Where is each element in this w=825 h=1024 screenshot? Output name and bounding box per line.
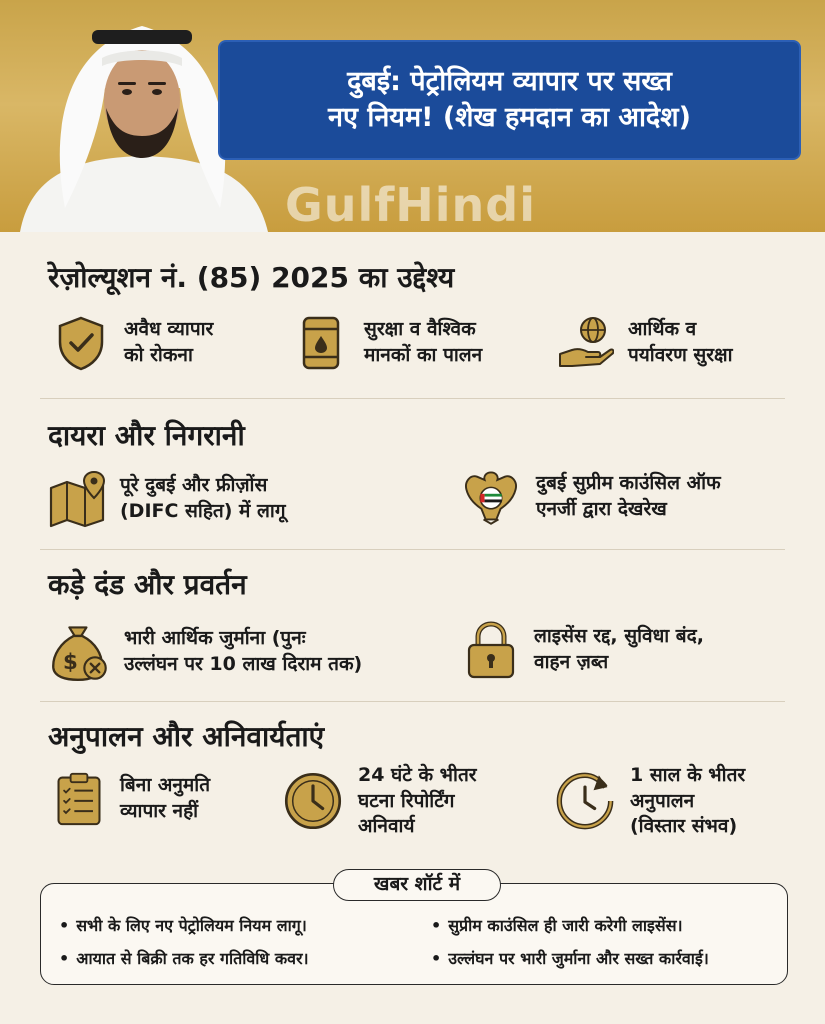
renewal-clock-icon (554, 770, 616, 832)
section-compliance (0, 705, 825, 875)
padlock-icon (462, 621, 520, 679)
scope-item-1-line-1: पूरे दुबई और फ्रीज़ोंस (120, 474, 268, 497)
section-heading-penalties: कड़े दंड और प्रवर्तन (48, 568, 247, 601)
summary-bullet-3: • आयात से बिक्री तक हर गतिविधि कवर। (59, 947, 309, 969)
compliance-item-1-line-2: व्यापार नहीं (120, 800, 199, 822)
headline-line-1: दुबई: पेट्रोलियम व्यापार पर सख्त (347, 65, 672, 97)
compliance-item-2-line-2: घटना रिपोर्टिंग (358, 789, 455, 812)
headline-box (218, 40, 801, 160)
section-divider (40, 701, 785, 702)
globe-hand-icon (556, 314, 614, 372)
penalties-item-1-line-2: उल्लंघन पर 10 लाख दिराम तक) (124, 653, 363, 675)
summary-bullet-2: • सुप्रीम काउंसिल ही जारी करेगी लाइसेंस। (431, 914, 683, 936)
summary-bullet-1: • सभी के लिए नए पेट्रोलियम नियम लागू। (59, 914, 307, 936)
section-divider (40, 549, 785, 550)
compliance-item-2-line-1: 24 घंटे के भीतर (358, 764, 477, 786)
objective-item-1 (52, 314, 213, 372)
objective-item-1-line-2: को रोकना (124, 344, 193, 366)
money-bag-icon (48, 621, 110, 683)
objective-item-2 (292, 314, 482, 372)
headline-line-2: नए नियम! (शेख हमदान का आदेश) (328, 102, 691, 133)
section-heading-scope: दायरा और निगरानी (48, 419, 245, 452)
news-summary-box (40, 873, 788, 985)
map-pin-icon (48, 470, 106, 528)
compliance-item-1-line-1: बिना अनुमति (120, 774, 211, 797)
penalties-item-2-line-1: लाइसेंस रद्द, सुविधा बंद, (534, 625, 704, 648)
compliance-item-3-line-2: अनुपालन (630, 789, 695, 812)
section-objective (0, 248, 825, 398)
scope-item-2 (460, 466, 721, 528)
svg-text:$: $ (63, 650, 78, 676)
uae-emblem-icon (460, 466, 522, 528)
shield-check-icon (52, 314, 110, 372)
objective-item-2-line-1: सुरक्षा व वैश्विक (364, 318, 476, 341)
objective-item-3-line-2: पर्यावरण सुरक्षा (628, 344, 733, 366)
objective-item-3-line-1: आर्थिक व (628, 318, 697, 341)
scope-item-2-line-1: दुबई सुप्रीम काउंसिल ऑफ (536, 472, 721, 495)
compliance-item-3-line-3: (विस्तार संभव) (630, 815, 738, 838)
section-divider (40, 398, 785, 399)
brand-watermark: GulfHindi (285, 178, 536, 232)
header-banner (0, 0, 825, 232)
compliance-item-2 (282, 763, 477, 840)
scope-item-1 (48, 470, 286, 528)
penalties-item-1-line-1: भारी आर्थिक जुर्माना (पुनः (124, 627, 306, 650)
penalties-item-1 (48, 621, 362, 683)
summary-bullet-4: • उल्लंघन पर भारी जुर्माना और सख्त कार्रवाई। (431, 947, 709, 969)
compliance-item-3 (554, 763, 745, 840)
oil-barrel-icon (292, 314, 350, 372)
clipboard-checklist-icon (52, 767, 106, 831)
scope-item-2-line-2: एनर्जी द्वारा देखरेख (536, 498, 667, 520)
objective-item-1-line-1: अवैध व्यापार (124, 318, 214, 341)
compliance-item-3-line-1: 1 साल के भीतर (630, 764, 746, 786)
penalties-item-2-line-2: वाहन ज़ब्त (534, 651, 609, 673)
objective-item-2-line-2: मानकों का पालन (364, 344, 483, 366)
section-penalties (0, 553, 825, 701)
section-heading-objective: रेज़ोल्यूशन नं. (85) 2025 का उद्देश्य (48, 261, 455, 294)
scope-item-1-line-2: (DIFC सहित) में लागू (120, 500, 286, 522)
section-heading-compliance: अनुपालन और अनिवार्यताएं (48, 720, 325, 753)
objective-item-3 (556, 314, 733, 372)
compliance-item-1 (52, 767, 210, 831)
section-scope (0, 402, 825, 550)
summary-title: खबर शॉर्ट में (333, 869, 501, 901)
compliance-item-2-line-3: अनिवार्य (358, 815, 415, 838)
clock-icon (282, 770, 344, 832)
penalties-item-2 (462, 621, 704, 679)
